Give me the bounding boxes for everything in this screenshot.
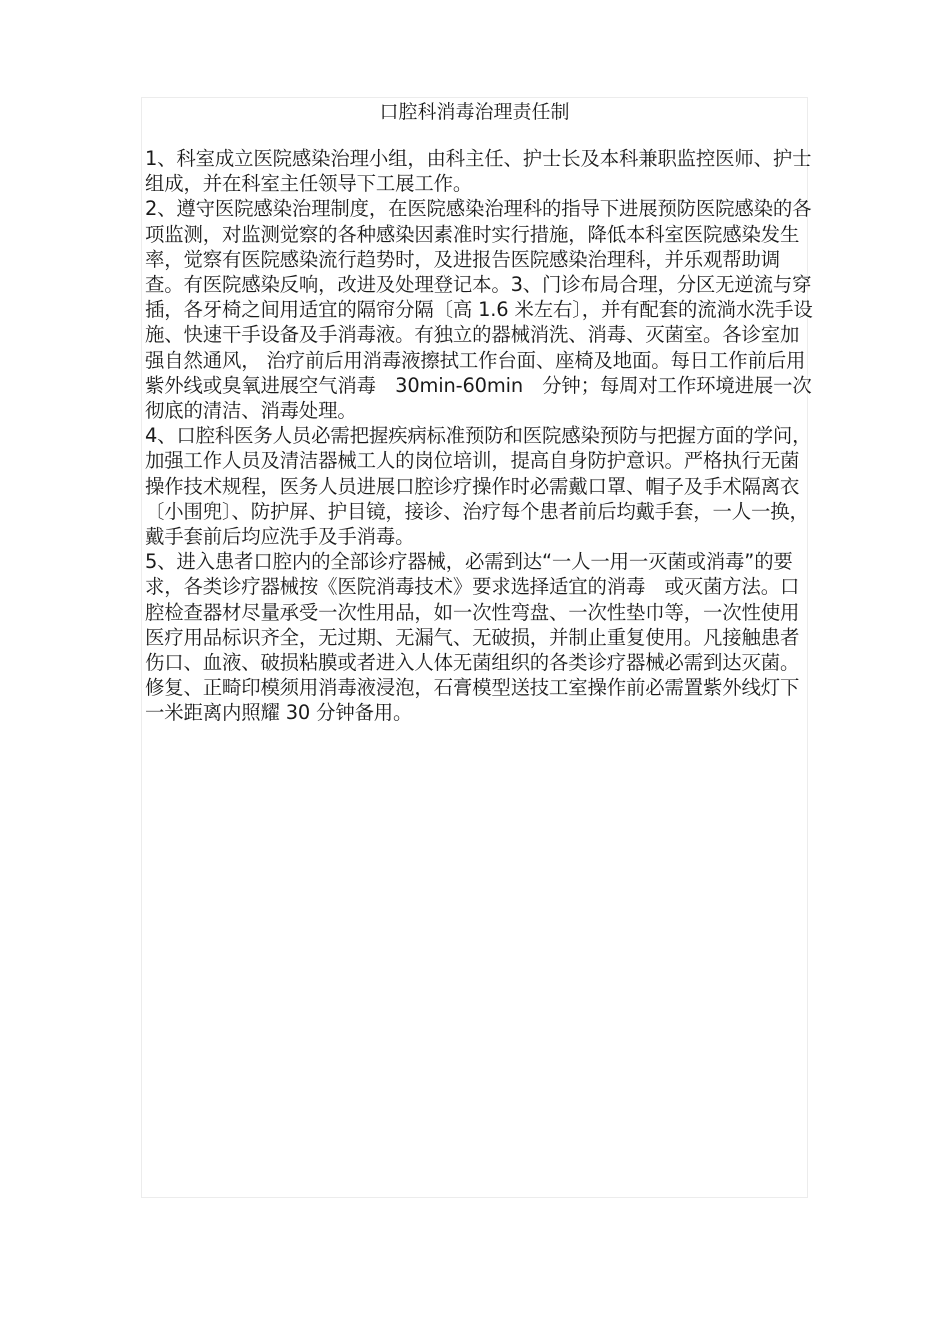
paragraph-2: 2、遵守医院感染治理制度，在医院感染治理科的指导下进展预防医院感染的各项监测，对监测觉察的各种感染因素准时实行措施，降低本科室医院感染发生率，觉察有医院感染流行趋势时，及进报告医院感染治理科，并乐观帮助调查。有医院感染反响，改进及处理登记本。3、门诊布局合理，分区无逆流与穿插，各牙椅之间用适宜的隔帘分隔〔高 1.6 米左右〕，并有配套的流淌水洗手设施、快速干手设备及手消毒液。有独立的器械消洗、消毒、灭菌室。各诊室加强自然通风， 治疗前后用消毒液擦拭工作台面、座椅及地面。每日工作前后用紫外线或臭氧进展空气消毒 30min-60min 分钟；每周对工作环境进展一次彻底的清洁、消毒处理。 [145, 197, 813, 423]
document-body [145, 146, 817, 726]
paragraph-1: 1、科室成立医院感染治理小组，由科主任、护士长及本科兼职监控医师、护士组成，并在科室主任领导下工展工作。 [145, 147, 812, 196]
paragraph-4: 4、口腔科医务人员必需把握疾病标准预防和医院感染预防与把握方面的学问，加强工作人员及清洁器械工人的岗位培训，提高自身防护意识。严格执行无菌操作技术规程，医务人员进展口腔诊疗操作时必需戴口罩、帽子及手术隔离衣〔小围兜〕、防护屏、护目镜，接诊、治疗每个患者前后均戴手套，一人一换，戴手套前后均应洗手及手消毒。 [145, 424, 812, 549]
document-title: 口腔科消毒治理责任制 [379, 101, 570, 123]
paragraph-5: 5、进入患者口腔内的全部诊疗器械，必需到达“一人一用一灭菌或消毒”的要求，各类诊疗器械按《医院消毒技术》要求选择适宜的消毒 或灭菌方法。口腔检查器材尽量承受一次性用品，如一次性弯盘、一次性垫巾等，一次性使用医疗用品标识齐全，无过期、无漏气、无破损，并制止重复使用。凡接触患者伤口、血液、破损粘膜或者进入人体无菌组织的各类诊疗器械必需到达灭菌。修复、正畸印模须用消毒液浸泡，石膏模型送技工室操作前必需置紫外线灯下一米距离内照耀 30 分钟备用。 [145, 550, 800, 725]
